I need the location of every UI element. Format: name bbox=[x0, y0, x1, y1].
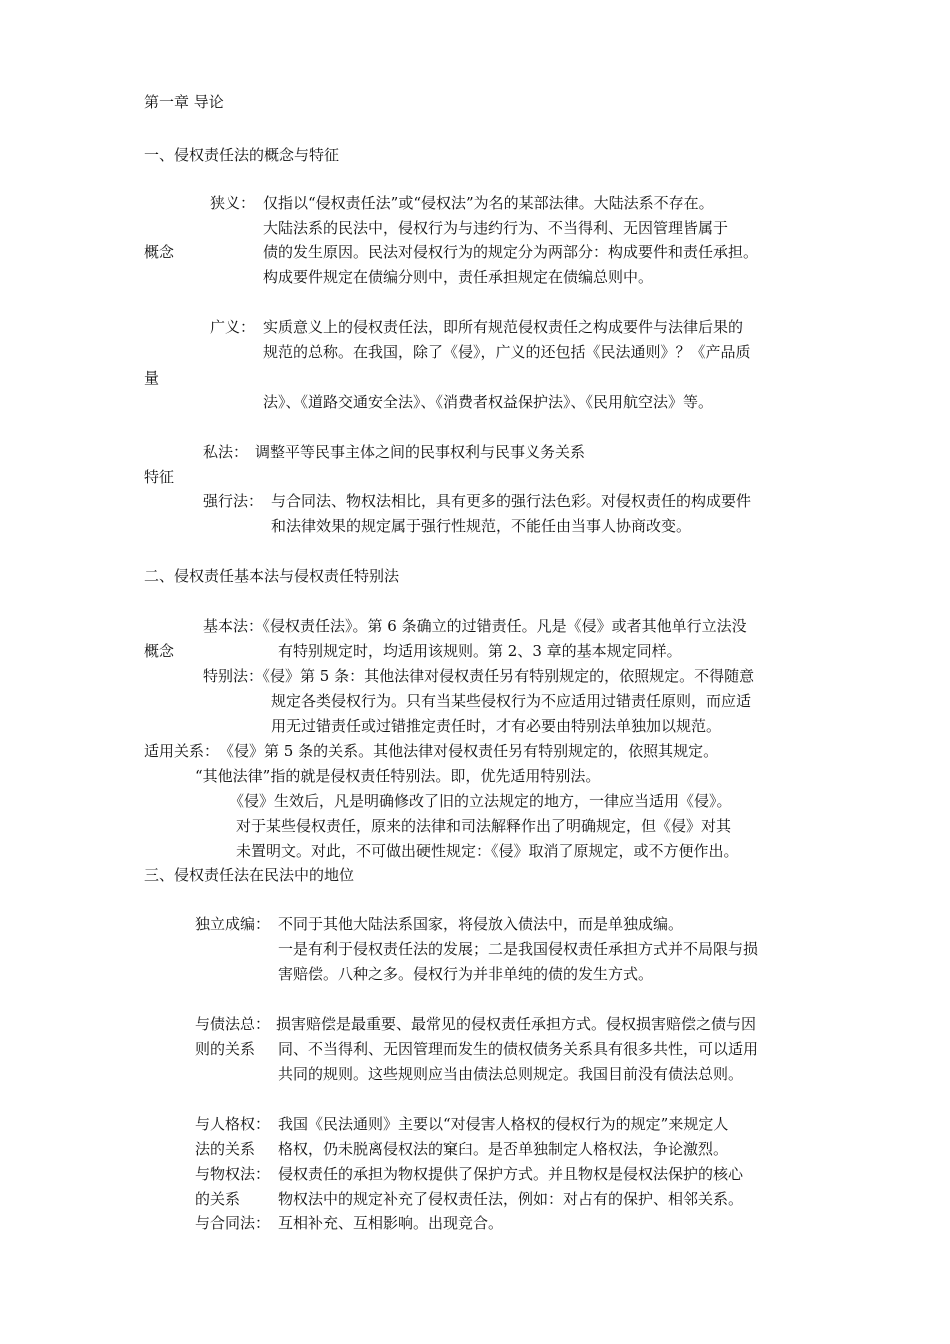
label-personality-2: 法的关系 bbox=[195, 1140, 256, 1158]
label-mandatory-law: 强行法： bbox=[203, 492, 264, 510]
text-line: 债的发生原因。民法对侵权行为的规定分为两部分：构成要件和责任承担。 bbox=[263, 243, 759, 261]
stray-char: 量 bbox=[144, 369, 160, 387]
label-applicable-relation: 适用关系： bbox=[144, 742, 220, 760]
text-line: 《侵权责任法》。第 6 条确立的过错责任。凡是《侵》或者其他单行立法没 bbox=[255, 617, 747, 635]
label-personality: 与人格权： bbox=[195, 1115, 271, 1133]
text-line: 与合同法、物权法相比，具有更多的强行法色彩。对侵权责任的构成要件 bbox=[271, 492, 752, 510]
text-line: 有特别规定时，均适用该规则。第 2、3 章的基本规定同样。 bbox=[278, 642, 682, 660]
text-line: 规定各类侵权行为。只有当某些侵权行为不应适用过错责任原则，而应适 bbox=[271, 692, 752, 710]
text-line: 调整平等民事主体之间的民事权利与民事义务关系 bbox=[255, 443, 586, 461]
text-line: 《侵》第 5 条的关系。其他法律对侵权责任另有特别规定的，依照其规定。 bbox=[219, 742, 719, 760]
text-line: 互相补充、互相影响。出现竞合。 bbox=[278, 1214, 504, 1232]
text-line: 《侵》第 5 条：其他法律对侵权责任另有特别规定的，依照规定。不得随意 bbox=[255, 667, 755, 685]
label-debt-law-2: 则的关系 bbox=[195, 1040, 256, 1058]
label-private-law: 私法： bbox=[203, 443, 249, 461]
label-property: 与物权法： bbox=[195, 1165, 271, 1183]
text-line: 共同的规则。这些规则应当由债法总则规定。我国目前没有债法总则。 bbox=[278, 1065, 744, 1083]
text-line: “其他法律”指的就是侵权责任特别法。即，优先适用特别法。 bbox=[195, 767, 601, 785]
label-special-law: 特别法： bbox=[203, 667, 264, 685]
section-heading: 二、侵权责任基本法与侵权责任特别法 bbox=[144, 567, 400, 585]
section-heading: 一、侵权责任法的概念与特征 bbox=[144, 146, 340, 164]
text-line: 法》、《道路交通安全法》、《消费者权益保护法》、《民用航空法》等。 bbox=[263, 393, 714, 411]
text-line: 我国《民法通则》主要以“对侵害人格权的侵权行为的规定”来规定人 bbox=[278, 1115, 729, 1133]
text-line: 《侵》生效后，凡是明确修改了旧的立法规定的地方，一律应当适用《侵》。 bbox=[229, 792, 732, 810]
text-line: 未置明文。对此，不可做出硬性规定：《侵》取消了原规定，或不方便作出。 bbox=[236, 842, 739, 860]
text-line: 大陆法系的民法中，侵权行为与违约行为、不当得利、无因管理皆属于 bbox=[263, 219, 729, 237]
label-narrow: 狭义： bbox=[210, 194, 256, 212]
label-independent: 独立成编： bbox=[195, 915, 271, 933]
text-line: 侵权责任的承担为物权提供了保护方式。并且物权是侵权法保护的核心 bbox=[278, 1165, 744, 1183]
text-line: 实质意义上的侵权责任法，即所有规范侵权责任之构成要件与法律后果的 bbox=[263, 318, 744, 336]
label-property-2: 的关系 bbox=[195, 1190, 241, 1208]
label-concept: 概念 bbox=[144, 642, 175, 660]
text-line: 规范的总称。在我国，除了《侵》，广义的还包括《民法通则》？《产品质 bbox=[263, 343, 751, 361]
label-concept: 概念 bbox=[144, 243, 175, 261]
label-basic-law: 基本法： bbox=[203, 617, 264, 635]
text-line: 损害赔偿是最重要、最常见的侵权责任承担方式。侵权损害赔偿之债与因 bbox=[276, 1015, 757, 1033]
text-line: 构成要件规定在债编分则中，责任承担规定在债编总则中。 bbox=[263, 268, 654, 286]
text-line: 害赔偿。八种之多。侵权行为并非单纯的债的发生方式。 bbox=[278, 965, 654, 983]
chapter-title: 第一章 导论 bbox=[144, 93, 224, 111]
text-line: 对于某些侵权责任，原来的法律和司法解释作出了明确规定，但《侵》对其 bbox=[236, 817, 732, 835]
text-line: 不同于其他大陆法系国家，将侵放入债法中，而是单独成编。 bbox=[278, 915, 684, 933]
text-line: 一是有利于侵权责任法的发展；二是我国侵权责任承担方式并不局限与损 bbox=[278, 940, 759, 958]
label-contract: 与合同法： bbox=[195, 1214, 271, 1232]
label-debt-law: 与债法总： bbox=[195, 1015, 271, 1033]
label-broad: 广义： bbox=[210, 318, 256, 336]
text-line: 物权法中的规定补充了侵权责任法，例如：对占有的保护、相邻关系。 bbox=[278, 1190, 744, 1208]
text-line: 同、不当得利、无因管理而发生的债权债务关系具有很多共性，可以适用 bbox=[278, 1040, 759, 1058]
text-line: 和法律效果的规定属于强行性规范，不能任由当事人协商改变。 bbox=[271, 517, 692, 535]
text-line: 仅指以“侵权责任法”或“侵权法”为名的某部法律。大陆法系不存在。 bbox=[263, 194, 714, 212]
text-line: 格权，仍未脱离侵权法的窠臼。是否单独制定人格权法，争论激烈。 bbox=[278, 1140, 729, 1158]
label-feature: 特征 bbox=[144, 468, 175, 486]
section-heading: 三、侵权责任法在民法中的地位 bbox=[144, 866, 355, 884]
text-line: 用无过错责任或过错推定责任时，才有必要由特别法单独加以规范。 bbox=[271, 717, 722, 735]
